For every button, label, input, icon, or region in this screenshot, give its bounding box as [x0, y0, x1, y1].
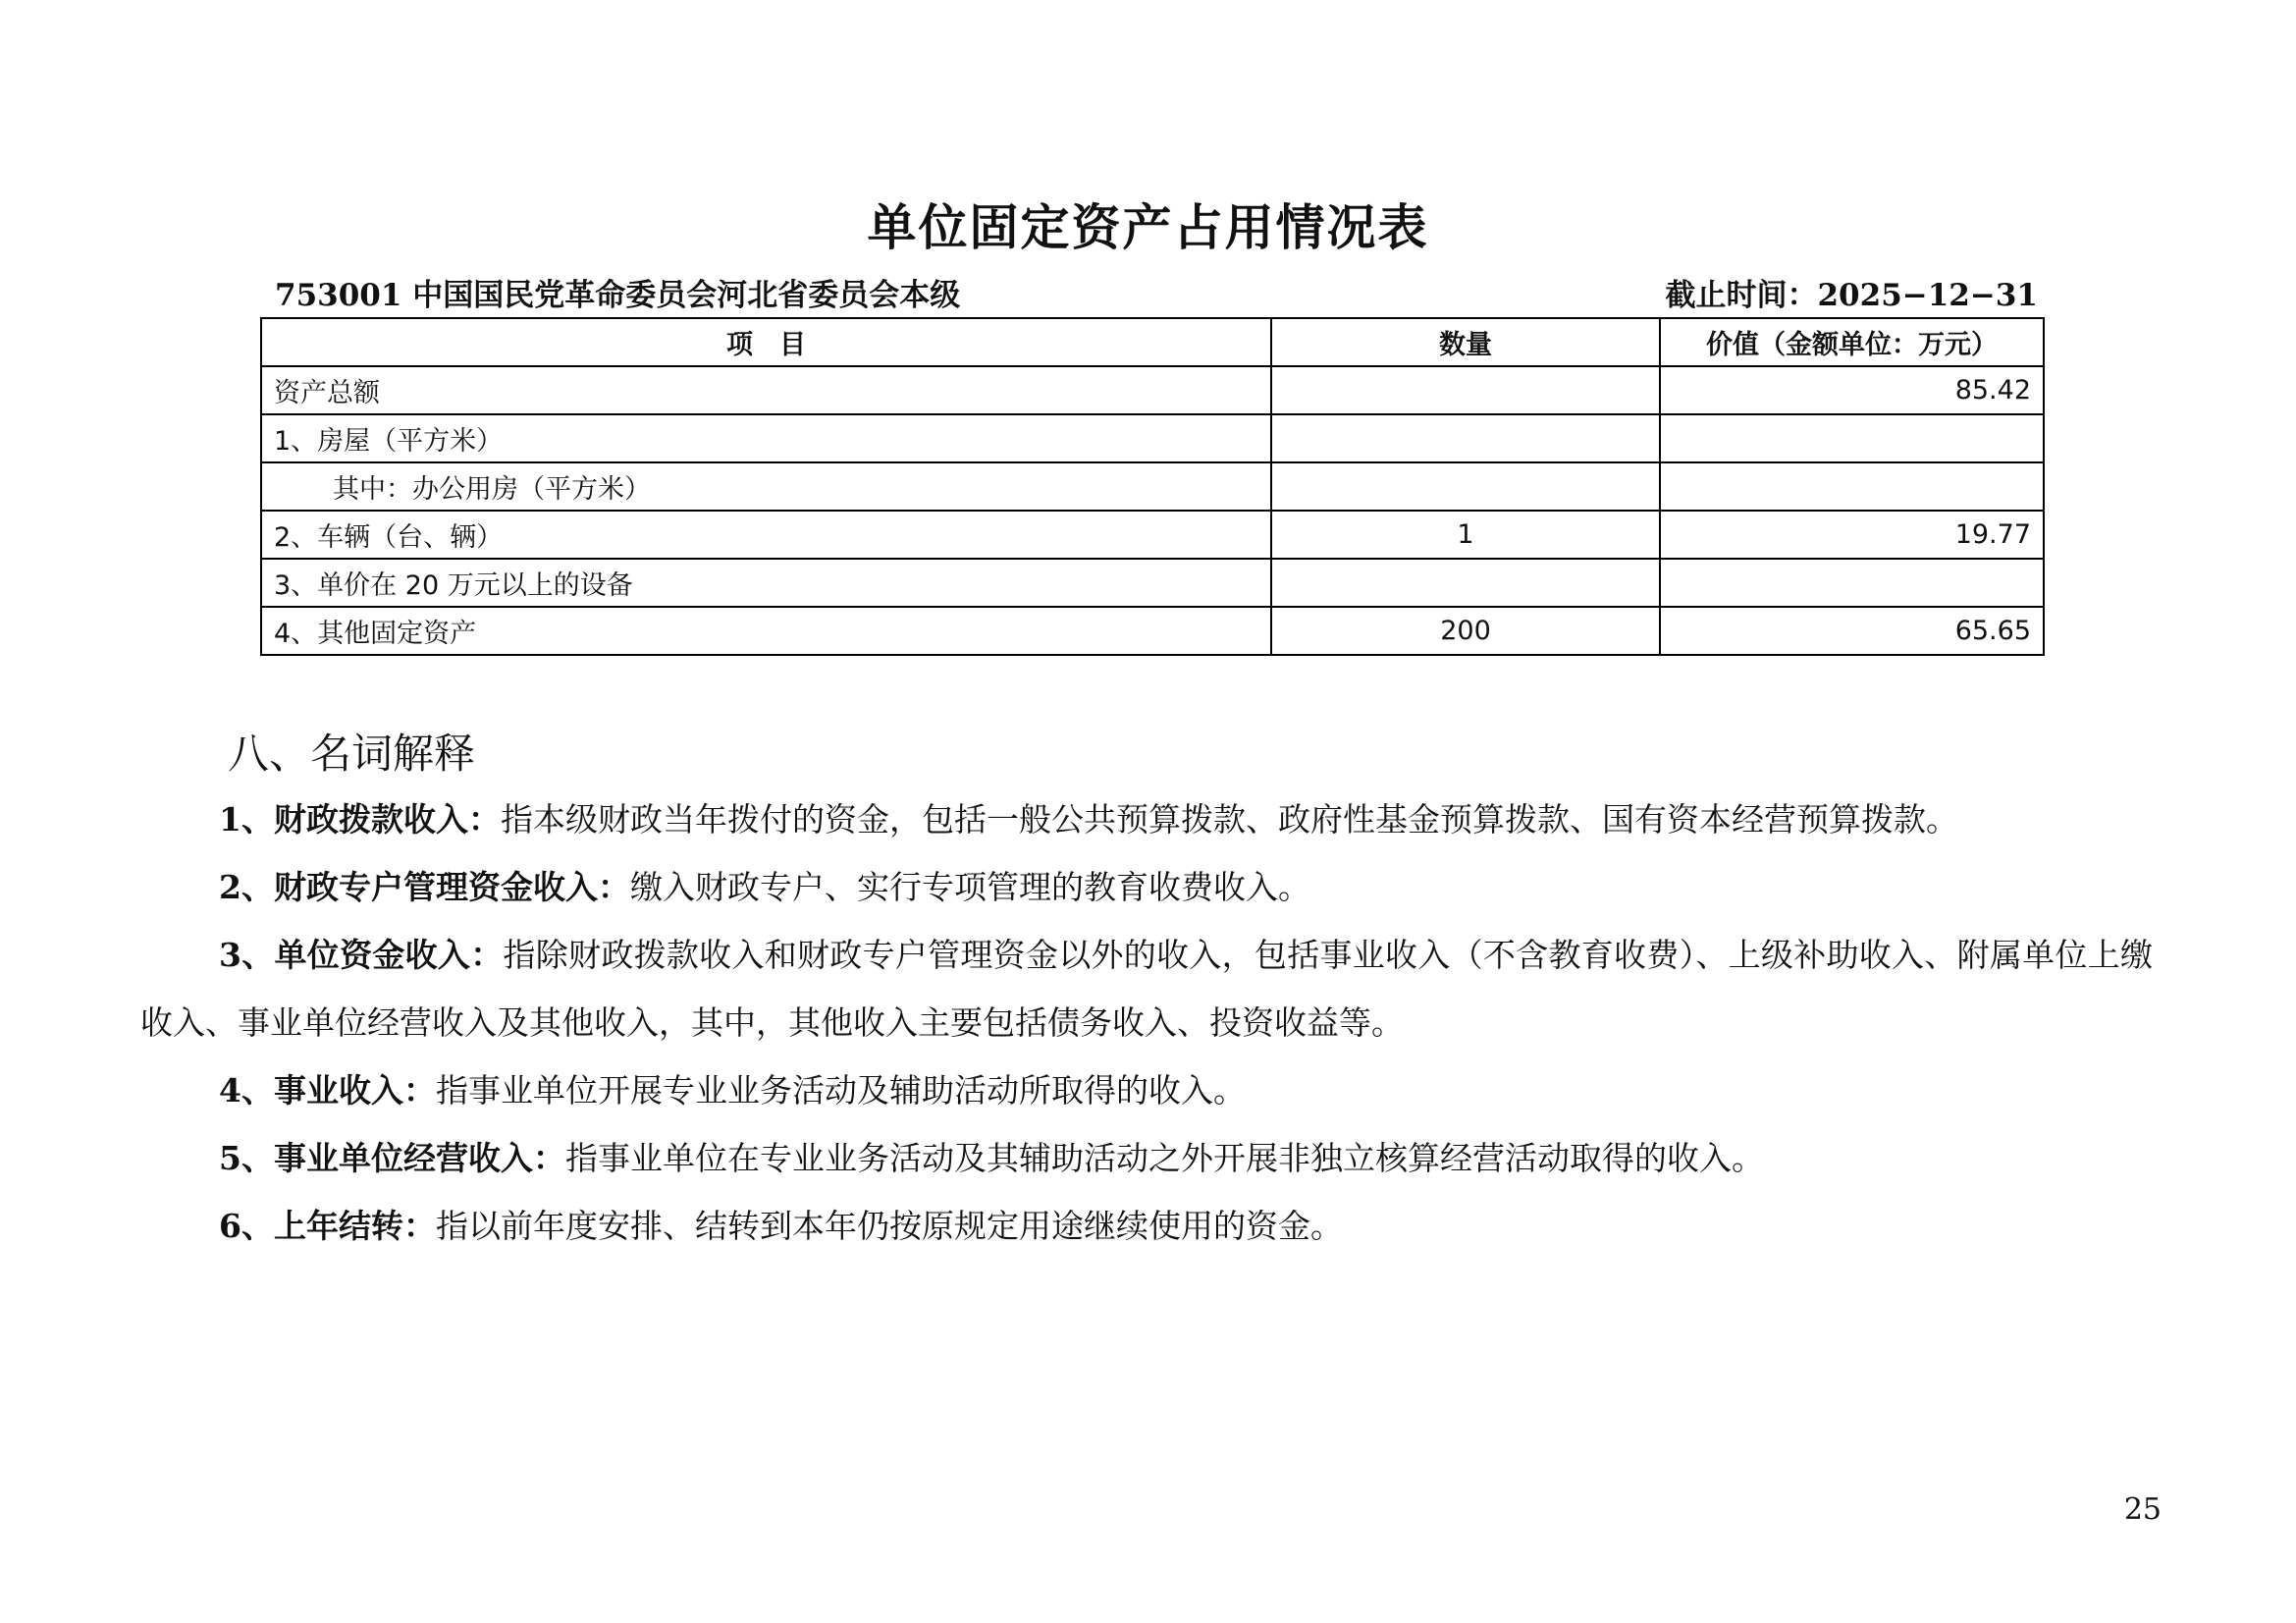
glossary-term: 1、财政拨款收入： [219, 800, 501, 839]
row-qty: 1 [1271, 511, 1660, 559]
table-row [261, 559, 2044, 607]
glossary-desc: 缴入财政专户、实行专项管理的教育收费收入。 [629, 868, 1310, 906]
table-meta [275, 270, 2038, 313]
glossary-term: 2、财政专户管理资金收入： [219, 868, 630, 906]
glossary-term: 6、上年结转： [219, 1207, 436, 1245]
glossary-item [140, 1124, 2153, 1192]
table-row [261, 366, 2044, 414]
glossary-desc: 指本级财政当年拨付的资金，包括一般公共预算拨款、政府性基金预算拨款、国有资本经营预算拨款。 [500, 800, 1958, 839]
row-value: 19.77 [1660, 511, 2044, 559]
row-qty [1271, 462, 1660, 511]
glossary-item [140, 785, 2153, 853]
glossary-desc: 指除财政拨款收入和财政专户管理资金以外的收入，包括事业收入（不含教育收费）、上级补助收入、附属单位上缴收入、事业单位经营收入及其他收入，其中，其他收入主要包括债务收入、投资收益等。 [140, 936, 2153, 1042]
row-value [1660, 462, 2044, 511]
header-value: 价值（金额单位：万元） [1660, 318, 2044, 366]
glossary-desc: 指以前年度安排、结转到本年仍按原规定用途继续使用的资金。 [435, 1207, 1343, 1245]
row-item: 2、车辆（台、辆） [261, 511, 1271, 559]
page-number: 25 [2123, 1492, 2162, 1527]
table-row [261, 607, 2044, 655]
header-item: 项 目 [261, 318, 1271, 366]
section-heading: 八、名词解释 [228, 730, 476, 778]
table-row [261, 511, 2044, 559]
row-qty [1271, 414, 1660, 462]
glossary-item [140, 1056, 2153, 1124]
row-value [1660, 414, 2044, 462]
row-item: 4、其他固定资产 [261, 607, 1271, 655]
glossary-item [140, 853, 2153, 921]
row-item: 其中：办公用房（平方米） [261, 462, 1271, 511]
deadline: 截止时间：2025−12−31 [1665, 278, 2038, 313]
glossary-item [140, 921, 2153, 1056]
page-title: 单位固定资产占用情况表 [867, 198, 1429, 256]
header-qty: 数量 [1271, 318, 1660, 366]
fixed-asset-table [260, 317, 2045, 656]
row-qty [1271, 366, 1660, 414]
glossary-item [140, 1192, 2153, 1260]
glossary-term: 5、事业单位经营收入： [219, 1139, 565, 1177]
row-item: 3、单价在 20 万元以上的设备 [261, 559, 1271, 607]
row-item: 1、房屋（平方米） [261, 414, 1271, 462]
table-row [261, 462, 2044, 511]
row-value [1660, 559, 2044, 607]
row-value: 85.42 [1660, 366, 2044, 414]
row-qty: 200 [1271, 607, 1660, 655]
glossary [140, 785, 2153, 1260]
table-row [261, 414, 2044, 462]
glossary-term: 3、单位资金收入： [219, 936, 504, 974]
unit-name: 753001 中国国民党革命委员会河北省委员会本级 [275, 278, 961, 313]
glossary-term: 4、事业收入： [219, 1071, 436, 1109]
table-header-row [261, 318, 2044, 366]
row-value: 65.65 [1660, 607, 2044, 655]
glossary-desc: 指事业单位在专业业务活动及其辅助活动之外开展非独立核算经营活动取得的收入。 [564, 1139, 1764, 1177]
row-item: 资产总额 [261, 366, 1271, 414]
glossary-desc: 指事业单位开展专业业务活动及辅助活动所取得的收入。 [435, 1071, 1246, 1109]
row-qty [1271, 559, 1660, 607]
